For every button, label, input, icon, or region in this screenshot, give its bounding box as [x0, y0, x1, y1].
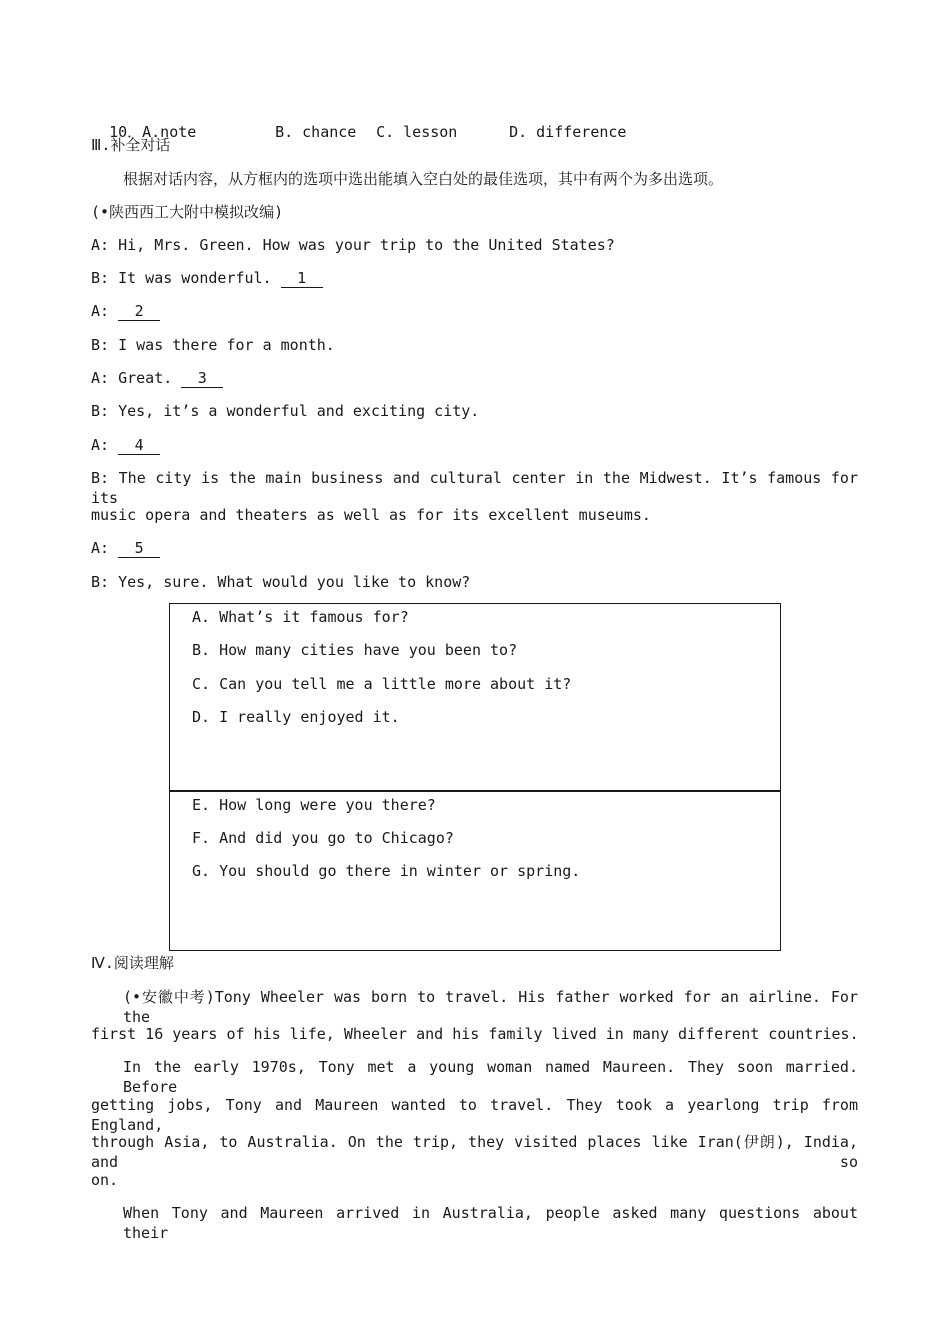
option-b: B. How many cities have you been to?	[192, 641, 518, 659]
dialogue-line-6: B: Yes, it’s a wonderful and exciting city.	[91, 402, 480, 420]
q10-option-b: B. chance	[275, 123, 357, 141]
dialogue-line-10: B: Yes, sure. What would you like to know?	[91, 573, 471, 591]
options-box-top	[169, 603, 781, 792]
option-f: F. And did you go to Chicago?	[192, 829, 454, 847]
blank-2: 2	[118, 303, 160, 321]
dialogue-line-8b: music opera and theaters as well as for its excellent museums.	[91, 506, 651, 524]
dialogue-line-2: B: It was wonderful. 1	[91, 268, 323, 288]
reading-p2-line3: through Asia, to Australia. On the trip, they visited places like Iran(伊朗), India, and so	[91, 1133, 858, 1171]
option-d: D. I really enjoyed it.	[192, 708, 400, 726]
option-c: C. Can you tell me a little more about it?	[192, 675, 572, 693]
question-10-options	[91, 102, 626, 142]
dialogue-line-9: A: 5	[91, 538, 160, 558]
dialogue-line-3: A: 2	[91, 301, 160, 321]
dialogue-line-4: B: I was there for a month.	[91, 336, 335, 354]
options-box-bottom	[169, 790, 781, 951]
section-3-instruction: 根据对话内容，从方框内的选项中选出能填入空白处的最佳选项，其中有两个为多出选项。	[123, 170, 724, 188]
dialogue-line-1: A: Hi, Mrs. Green. How was your trip to the United States?	[91, 236, 615, 254]
blank-1: 1	[281, 270, 323, 288]
dialogue-line-5: A: Great. 3	[91, 368, 223, 388]
section-3-title: Ⅲ.补全对话	[91, 136, 171, 154]
blank-5: 5	[118, 540, 160, 558]
reading-p2-line1: In the early 1970s, Tony met a young woman named Maureen. They soon married. Before	[123, 1058, 858, 1096]
dialogue-line-8a: B: The city is the main business and cultural center in the Midwest. It’s famous for its	[91, 469, 858, 507]
option-e: E. How long were you there?	[192, 796, 436, 814]
blank-4: 4	[118, 437, 160, 455]
q10-option-d: D. difference	[509, 123, 627, 141]
reading-p2-line4: on.	[91, 1171, 119, 1189]
reading-p2-line2: getting jobs, Tony and Maureen wanted to travel. They took a yearlong trip from England,	[91, 1096, 858, 1134]
reading-p3-line1: When Tony and Maureen arrived in Australia, people asked many questions about their	[123, 1204, 858, 1242]
section-3-source: (•陕西西工大附中模拟改编)	[91, 203, 284, 221]
option-a: A. What’s it famous for?	[192, 608, 409, 626]
reading-p1-line1: (•安徽中考)Tony Wheeler was born to travel. His father worked for an airline. For the	[123, 988, 858, 1026]
option-g: G. You should go there in winter or spring.	[192, 862, 581, 880]
blank-3: 3	[181, 370, 223, 388]
section-4-title: Ⅳ.阅读理解	[91, 954, 174, 972]
dialogue-line-7: A: 4	[91, 435, 160, 455]
reading-p1-line2: first 16 years of his life, Wheeler and his family lived in many different countries.	[91, 1025, 859, 1043]
q10-option-a: 10．A.note	[109, 123, 197, 141]
q10-option-c: C. lesson	[376, 123, 458, 141]
